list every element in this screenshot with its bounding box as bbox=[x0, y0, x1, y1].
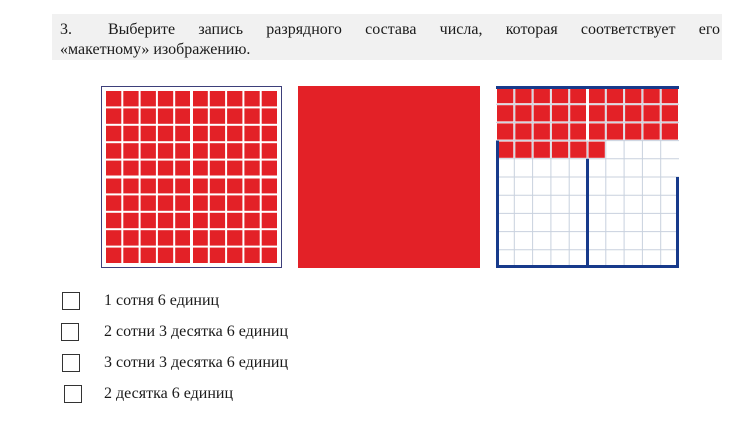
unit-cell bbox=[141, 91, 156, 106]
unit-cell bbox=[141, 213, 156, 228]
unit-cell bbox=[497, 142, 513, 158]
unit-cell bbox=[193, 195, 208, 210]
unit-cell bbox=[175, 248, 190, 263]
unit-cell bbox=[262, 126, 277, 141]
unit-cell bbox=[552, 87, 568, 103]
unit-cell bbox=[262, 91, 277, 106]
question-text: Выберите запись разрядного состава числа, которая соответствует его bbox=[108, 21, 720, 38]
unit-cell bbox=[210, 91, 225, 106]
unit-cell bbox=[534, 142, 550, 158]
unit-cell bbox=[123, 178, 138, 193]
unit-cell bbox=[497, 123, 513, 139]
unit-cell bbox=[262, 248, 277, 263]
unit-cell bbox=[123, 213, 138, 228]
unit-cell bbox=[175, 126, 190, 141]
unit-cell bbox=[193, 213, 208, 228]
unit-cell bbox=[106, 230, 121, 245]
unit-cell bbox=[123, 126, 138, 141]
unit-cell bbox=[589, 123, 605, 139]
unit-cell bbox=[515, 105, 531, 121]
frame-middle bbox=[586, 159, 589, 268]
unit-cell bbox=[193, 161, 208, 176]
answer-checkbox-1[interactable] bbox=[62, 292, 80, 310]
unit-cell bbox=[262, 161, 277, 176]
unit-cell bbox=[106, 248, 121, 263]
unit-cell bbox=[589, 87, 605, 103]
unit-cell bbox=[607, 105, 623, 121]
frame-left bbox=[496, 141, 499, 268]
unit-cell bbox=[262, 108, 277, 123]
unit-cell bbox=[244, 161, 259, 176]
unit-cell bbox=[141, 195, 156, 210]
unit-cell bbox=[193, 230, 208, 245]
answer-label-4: 2 десятка 6 единиц bbox=[104, 385, 234, 402]
unit-cell bbox=[158, 230, 173, 245]
unit-cell bbox=[123, 230, 138, 245]
unit-cell bbox=[123, 108, 138, 123]
unit-cell bbox=[123, 143, 138, 158]
answer-option-3[interactable] bbox=[62, 352, 402, 374]
unit-cell bbox=[515, 87, 531, 103]
unit-cell bbox=[625, 123, 641, 139]
unit-cell bbox=[141, 126, 156, 141]
hundred-square-full bbox=[101, 86, 282, 268]
answer-option-4[interactable] bbox=[62, 383, 402, 405]
unit-cell bbox=[497, 105, 513, 121]
unit-cell bbox=[141, 230, 156, 245]
unit-cell bbox=[141, 108, 156, 123]
unit-cell bbox=[227, 108, 242, 123]
unit-cell bbox=[662, 123, 678, 139]
question-text-line-1 bbox=[60, 20, 720, 40]
frame-right bbox=[676, 177, 679, 268]
unit-cell bbox=[141, 178, 156, 193]
unit-cell bbox=[643, 123, 659, 139]
unit-cell bbox=[158, 126, 173, 141]
unit-cell bbox=[106, 91, 121, 106]
unit-cell bbox=[193, 248, 208, 263]
unit-cell bbox=[589, 105, 605, 121]
unit-cell bbox=[123, 161, 138, 176]
unit-cell bbox=[534, 87, 550, 103]
unit-cell bbox=[643, 105, 659, 121]
unit-cell bbox=[123, 195, 138, 210]
unit-cell bbox=[210, 178, 225, 193]
unit-cell bbox=[175, 195, 190, 210]
hundred-square-partial bbox=[496, 86, 679, 268]
unit-cell bbox=[552, 123, 568, 139]
unit-cell bbox=[227, 195, 242, 210]
unit-cell bbox=[158, 178, 173, 193]
unit-cell bbox=[106, 161, 121, 176]
unit-cell bbox=[227, 161, 242, 176]
unit-cell bbox=[570, 105, 586, 121]
unit-cell bbox=[227, 178, 242, 193]
frame-top bbox=[496, 86, 679, 89]
unit-cell bbox=[534, 105, 550, 121]
unit-cell bbox=[262, 143, 277, 158]
unit-cell bbox=[625, 105, 641, 121]
answer-checkbox-4[interactable] bbox=[64, 385, 82, 403]
unit-cell bbox=[193, 178, 208, 193]
unit-cell bbox=[175, 161, 190, 176]
unit-cell bbox=[570, 123, 586, 139]
unit-cell bbox=[106, 195, 121, 210]
unit-cell bbox=[210, 161, 225, 176]
divider-line bbox=[586, 86, 589, 141]
unit-cell bbox=[227, 91, 242, 106]
unit-cell bbox=[515, 142, 531, 158]
unit-cell bbox=[662, 87, 678, 103]
unit-cell bbox=[175, 108, 190, 123]
unit-cell bbox=[158, 248, 173, 263]
unit-cell bbox=[158, 108, 173, 123]
unit-cell bbox=[244, 178, 259, 193]
unit-cell bbox=[589, 142, 605, 158]
unit-cell bbox=[210, 108, 225, 123]
unit-cell bbox=[662, 105, 678, 121]
unit-cell bbox=[244, 143, 259, 158]
unit-cell bbox=[106, 143, 121, 158]
unit-cell bbox=[227, 248, 242, 263]
unit-cell bbox=[244, 108, 259, 123]
unit-cell bbox=[106, 178, 121, 193]
answer-label-2: 2 сотни 3 десятка 6 единиц bbox=[104, 323, 289, 340]
unit-cell bbox=[175, 230, 190, 245]
unit-cell bbox=[643, 87, 659, 103]
hundred-square-solid bbox=[298, 86, 480, 268]
divider-line bbox=[105, 176, 278, 179]
unit-cell bbox=[262, 213, 277, 228]
unit-cell bbox=[158, 143, 173, 158]
unit-cell bbox=[227, 213, 242, 228]
unit-cell bbox=[570, 142, 586, 158]
answer-checkbox-2[interactable] bbox=[61, 323, 79, 341]
unit-cell bbox=[193, 126, 208, 141]
unit-cell bbox=[123, 91, 138, 106]
unit-cell bbox=[262, 230, 277, 245]
unit-cell bbox=[106, 108, 121, 123]
unit-cell bbox=[175, 91, 190, 106]
unit-cell bbox=[210, 213, 225, 228]
answer-option-2[interactable] bbox=[62, 321, 402, 343]
unit-cell bbox=[244, 91, 259, 106]
unit-cell bbox=[244, 126, 259, 141]
unit-cell bbox=[244, 230, 259, 245]
unit-cell bbox=[244, 248, 259, 263]
unit-cell bbox=[625, 87, 641, 103]
unit-cell bbox=[607, 123, 623, 139]
unit-cell bbox=[141, 143, 156, 158]
unit-cell bbox=[210, 230, 225, 245]
unit-cell bbox=[262, 195, 277, 210]
unit-cell bbox=[210, 143, 225, 158]
answer-option-1[interactable] bbox=[62, 290, 402, 312]
unit-cell bbox=[158, 195, 173, 210]
unit-cell bbox=[262, 178, 277, 193]
unit-cell bbox=[158, 91, 173, 106]
answer-label-1: 1 сотня 6 единиц bbox=[104, 292, 220, 309]
unit-cell bbox=[123, 248, 138, 263]
unit-cell bbox=[210, 126, 225, 141]
answer-checkbox-3[interactable] bbox=[62, 354, 80, 372]
unit-cell bbox=[210, 195, 225, 210]
unit-cell bbox=[227, 126, 242, 141]
unit-cell bbox=[193, 108, 208, 123]
unit-cell bbox=[175, 143, 190, 158]
unit-cell bbox=[193, 143, 208, 158]
unit-cell bbox=[158, 213, 173, 228]
unit-cell bbox=[570, 87, 586, 103]
question-number: 3. bbox=[60, 21, 72, 38]
unit-cell bbox=[607, 87, 623, 103]
unit-cell bbox=[227, 230, 242, 245]
unit-cell bbox=[227, 143, 242, 158]
unit-cell bbox=[552, 105, 568, 121]
unit-cell bbox=[158, 161, 173, 176]
unit-cell bbox=[141, 161, 156, 176]
unit-cell bbox=[106, 213, 121, 228]
unit-cell bbox=[193, 91, 208, 106]
unit-cell bbox=[210, 248, 225, 263]
unit-cell bbox=[515, 123, 531, 139]
question-text-line-2: «макетному» изображению. bbox=[60, 41, 251, 58]
unit-cell bbox=[175, 213, 190, 228]
unit-cell bbox=[106, 126, 121, 141]
answer-label-3: 3 сотни 3 десятка 6 единиц bbox=[104, 354, 289, 371]
unit-cell bbox=[244, 213, 259, 228]
unit-cell bbox=[244, 195, 259, 210]
solid-block bbox=[298, 86, 480, 268]
unit-cell bbox=[497, 87, 513, 103]
unit-cell bbox=[552, 142, 568, 158]
unit-cell bbox=[175, 178, 190, 193]
unit-cell bbox=[141, 248, 156, 263]
unit-cell bbox=[534, 123, 550, 139]
